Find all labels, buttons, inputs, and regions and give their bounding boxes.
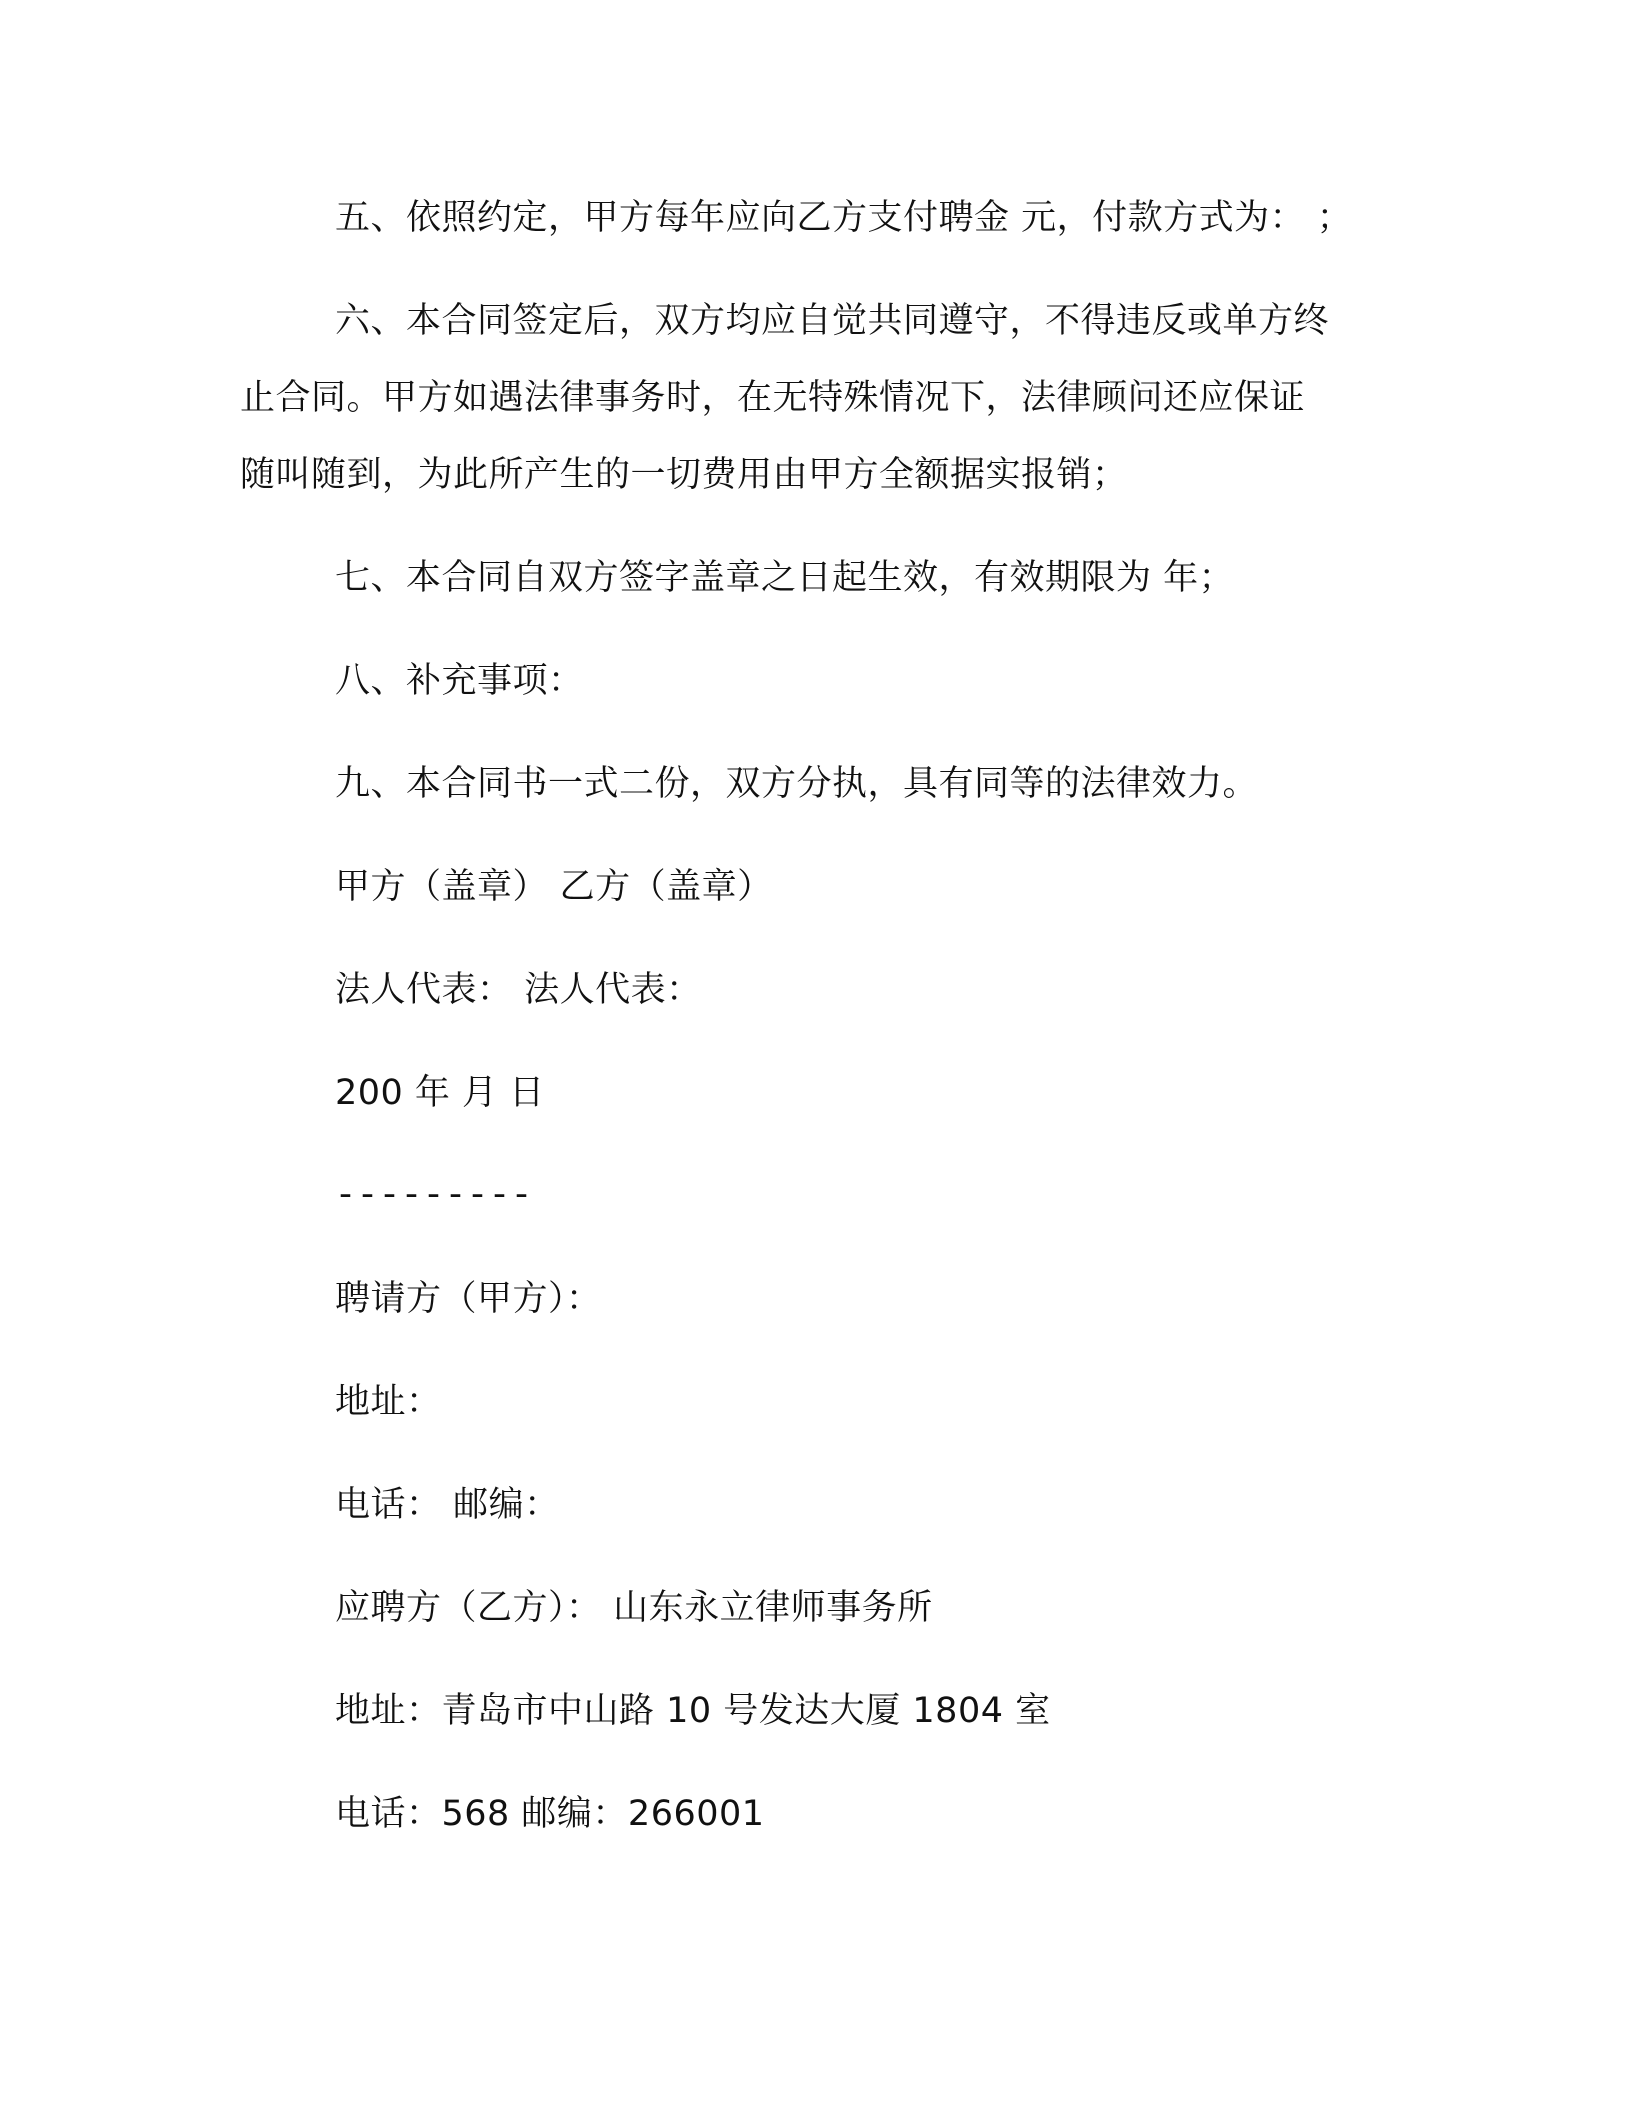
clause-6-line-2: 止合同。甲方如遇法律事务时，在无特殊情况下，法律顾问还应保证 <box>240 378 1306 418</box>
clause-5: 五、依照约定，甲方每年应向乙方支付聘金 元，付款方式为： ； <box>335 198 1353 238</box>
party-a-address: 地址： <box>335 1382 442 1422</box>
party-a-phone: 电话： 邮编： <box>335 1485 560 1525</box>
clause-8: 八、补充事项： <box>335 661 584 701</box>
clause-6-line-1: 六、本合同签定后，双方均应自觉共同遵守，不得违反或单方终 <box>335 301 1330 341</box>
legal-representative-line: 法人代表： 法人代表： <box>335 970 702 1010</box>
clause-9: 九、本合同书一式二份，双方分执，具有同等的法律效力。 <box>335 764 1259 804</box>
date-line: 200 年 月 日 <box>335 1073 545 1113</box>
clause-6-line-3: 随叫随到，为此所产生的一切费用由甲方全额据实报销； <box>240 455 1128 495</box>
seal-line: 甲方（盖章） 乙方（盖章） <box>335 867 773 907</box>
party-b-label: 应聘方（乙方）： 山东永立律师事务所 <box>335 1588 933 1628</box>
separator: --------- <box>335 1176 534 1216</box>
party-b-address: 地址：青岛市中山路 10 号发达大厦 1804 室 <box>335 1691 1051 1731</box>
party-a-label: 聘请方（甲方）： <box>335 1279 602 1319</box>
clause-7: 七、本合同自双方签字盖章之日起生效，有效期限为 年； <box>335 558 1235 598</box>
party-b-phone: 电话：568 邮编：266001 <box>335 1794 765 1834</box>
